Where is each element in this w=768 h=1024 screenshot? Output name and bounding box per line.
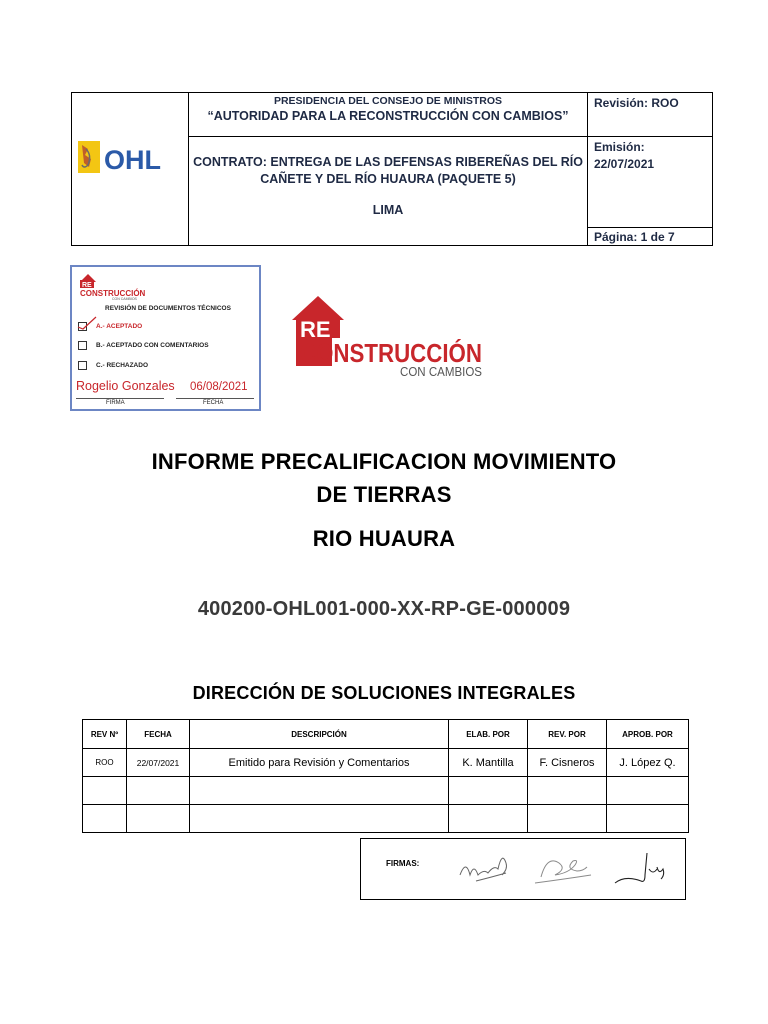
brand-construccion: CONSTRUCCIÓN	[300, 338, 482, 368]
option-comentarios: B.- ACEPTADO CON COMENTARIOS	[96, 342, 209, 349]
checkbox-rechazado	[78, 361, 87, 370]
stamp-logo	[76, 270, 146, 300]
cell	[449, 777, 528, 805]
revision-cell	[587, 92, 713, 137]
cell	[528, 805, 607, 833]
signatures-box	[360, 838, 686, 900]
document-title-line1: INFORME PRECALIFICACION MOVIMIENTO	[151, 449, 617, 474]
direction-name: DIRECCIÓN DE SOLUCIONES INTEGRALES	[192, 683, 576, 703]
table-row	[83, 749, 689, 777]
option-aceptado: A.- ACEPTADO	[96, 323, 143, 330]
document-title-line2: DE TIERRAS	[316, 482, 452, 507]
table-row	[83, 805, 689, 833]
col-fecha: FECHA	[127, 720, 190, 749]
cell	[127, 777, 190, 805]
option-rechazado: C.- RECHAZADO	[96, 362, 148, 369]
brand-con-cambios: CON CAMBIOS	[400, 364, 483, 379]
cell	[190, 805, 449, 833]
col-elab: ELAB. POR	[449, 720, 528, 749]
cell-aprob: J. López Q.	[607, 749, 689, 777]
organization-cell	[188, 92, 588, 137]
col-rev-por: REV. POR	[528, 720, 607, 749]
emission-date: 22/07/2021	[594, 157, 655, 171]
firma-line	[76, 398, 164, 399]
stamp-logo-con: CONSTRUCCIÓN	[80, 289, 146, 298]
emission-cell	[587, 136, 713, 228]
cell	[528, 777, 607, 805]
cell-rev-por: F. Cisneros	[528, 749, 607, 777]
header-table	[71, 92, 713, 246]
reconstruccion-logo	[290, 294, 490, 380]
firma-label: FIRMA	[106, 400, 125, 406]
ohl-logo-text: OHL	[104, 145, 161, 175]
stamp-signer: Rogelio Gonzales	[76, 379, 175, 393]
org-line2: “AUTORIDAD PARA LA RECONSTRUCCIÓN CON CAMBIOS”	[207, 109, 569, 123]
signature-cisneros	[531, 847, 601, 891]
ohl-logo	[72, 93, 188, 245]
fecha-label: FECHA	[203, 400, 224, 406]
cell-descripcion: Emitido para Revisión y Comentarios	[190, 749, 449, 777]
check-mark-icon	[76, 315, 98, 331]
cell	[83, 805, 127, 833]
cell	[607, 805, 689, 833]
signature-lopez	[609, 849, 679, 893]
cell	[127, 805, 190, 833]
signature-mantilla	[456, 847, 520, 891]
stamp-logo-re: RE	[82, 282, 92, 289]
contract-line1: CONTRATO: ENTREGA DE LAS DEFENSAS RIBEREÑAS DEL RÍO	[193, 155, 583, 169]
fecha-line	[176, 398, 254, 399]
cell-rev: ROO	[83, 749, 127, 777]
stamp-heading: REVISIÓN DE DOCUMENTOS TÉCNICOS	[105, 305, 231, 312]
stamp-date: 06/08/2021	[190, 381, 248, 393]
cell	[83, 777, 127, 805]
stamp-logo-sub: CON CAMBIOS	[112, 297, 137, 301]
cell	[449, 805, 528, 833]
ohl-logo-cell	[71, 92, 189, 246]
city: LIMA	[372, 203, 404, 217]
firmas-label: FIRMAS:	[386, 859, 420, 868]
org-line1: PRESIDENCIA DEL CONSEJO DE MINISTROS	[273, 95, 503, 107]
document-code: 400200-OHL001-000-XX-RP-GE-000009	[197, 598, 571, 620]
col-rev: REV Nº	[83, 720, 127, 749]
cell-elab: K. Mantilla	[449, 749, 528, 777]
revision-table	[82, 719, 689, 833]
review-stamp	[70, 265, 261, 411]
page-number: Página: 1 de 7	[594, 230, 675, 244]
revision-label: Revisión: ROO	[594, 96, 679, 110]
col-aprob: APROB. POR	[607, 720, 689, 749]
table-header-row	[83, 720, 689, 749]
river-name: RIO HUAURA	[312, 526, 456, 551]
cell-fecha: 22/07/2021	[127, 749, 190, 777]
col-descripcion: DESCRIPCIÓN	[190, 720, 449, 749]
cell	[607, 777, 689, 805]
contract-line2: CAÑETE Y DEL RÍO HUAURA (PAQUETE 5)	[260, 172, 516, 186]
table-row	[83, 777, 689, 805]
checkbox-comentarios	[78, 341, 87, 350]
contract-cell	[188, 136, 588, 246]
emission-label: Emisión:	[594, 140, 645, 154]
cell	[190, 777, 449, 805]
brand-re: RE	[300, 317, 331, 342]
page-cell	[587, 227, 713, 246]
